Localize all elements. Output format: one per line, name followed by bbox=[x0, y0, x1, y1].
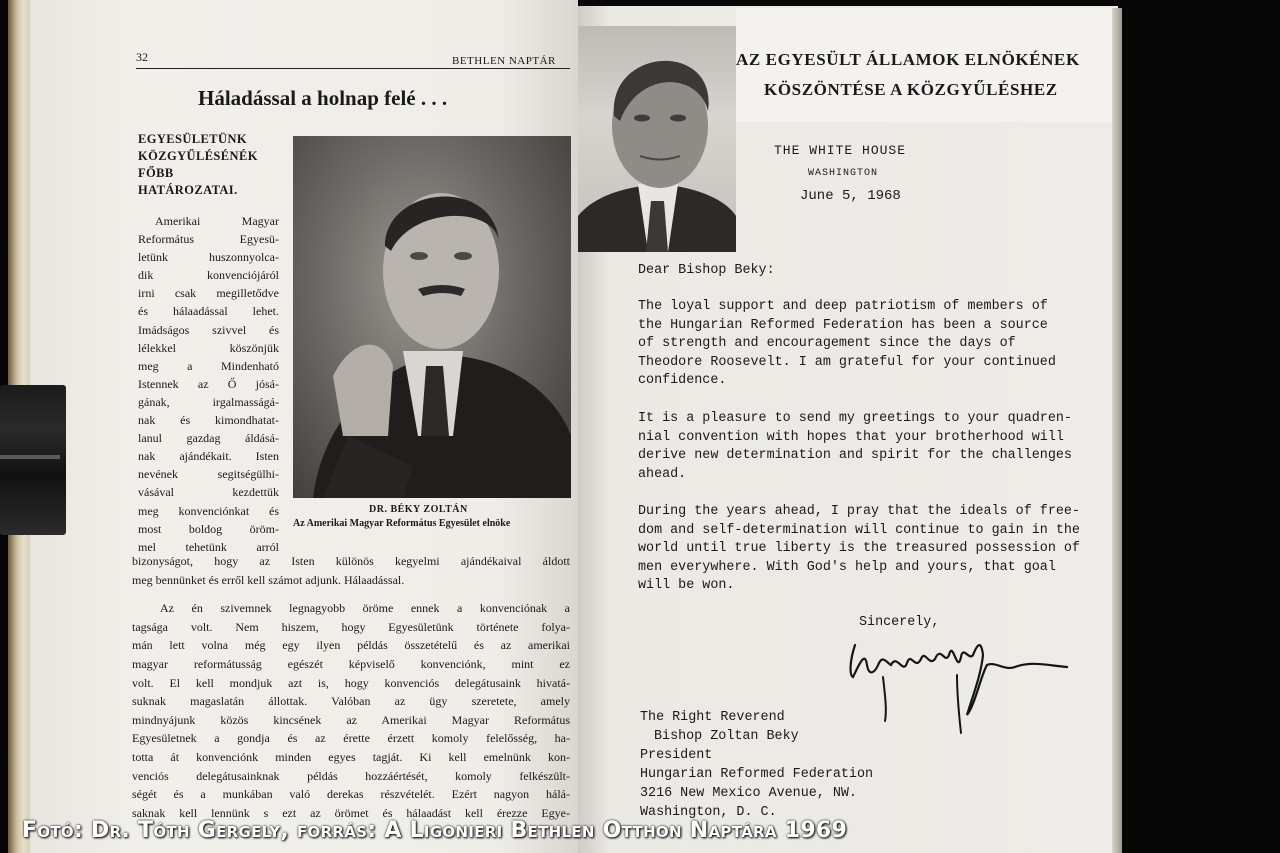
text-line: the Hungarian Reformed Federation has been a source bbox=[638, 317, 1048, 333]
greeting-title-line: AZ EGYESÜLT ÁLLAMOK ELNÖKÉNEK bbox=[736, 50, 1080, 69]
address-line: Hungarian Reformed Federation bbox=[640, 767, 874, 782]
portrait-illustration bbox=[293, 136, 571, 498]
text-line: irni csak megilletődve bbox=[138, 286, 279, 301]
letter-paragraph-2 bbox=[638, 410, 1098, 484]
text-line: bizonyságot, hogy az Isten különös kegyelmi ajándékaival áldott bbox=[132, 554, 570, 568]
header-rule bbox=[136, 68, 570, 69]
running-head: BETHLEN NAPTÁR bbox=[452, 55, 556, 67]
text-line: vásával kezdettük bbox=[138, 485, 279, 500]
text-line: Amerikai Magyar bbox=[155, 214, 279, 228]
full-width-text bbox=[132, 552, 570, 822]
section-heading-line: KÖZGYŰLÉSÉNÉK bbox=[138, 149, 258, 163]
text-line: derive new determination and spirit for the challenges bbox=[638, 448, 1072, 464]
text-line: mel tehetünk arról bbox=[138, 539, 279, 554]
text-line: dom and self-determination will continue to gain in the bbox=[638, 522, 1080, 538]
letter-salutation bbox=[638, 262, 1098, 281]
section-heading bbox=[138, 131, 288, 199]
greeting-title-line: KÖSZÖNTÉSE A KÖZGYŰLÉSHEZ bbox=[764, 80, 1058, 99]
text-line: confidence. bbox=[638, 373, 727, 389]
text-line: saknak kell lennünk s ezt az örömet és hálaadást kell érezze Egye- bbox=[132, 805, 570, 820]
section-heading-line: FŐBB bbox=[138, 166, 174, 180]
text-line: meg konvenciónkat és bbox=[138, 503, 279, 518]
text-line: men everywhere. With God's help and yours, that goal bbox=[638, 559, 1056, 575]
text-line: During the years ahead, I pray that the ideals of free- bbox=[638, 504, 1080, 519]
page-number: 32 bbox=[136, 50, 148, 64]
letterhead: THE WHITE HOUSE bbox=[774, 143, 907, 158]
text-line: tagsága volt. Nem hiszem, hogy Egyesületünk története folya- bbox=[132, 619, 570, 634]
text-line: most boldog öröm- bbox=[138, 521, 279, 536]
letter-paragraph-1 bbox=[638, 298, 1098, 391]
address-line: Bishop Zoltan Beky bbox=[654, 729, 799, 744]
text-line: world until true liberty is the treasured possession of bbox=[638, 541, 1080, 557]
text-line: venciós delegátusainknak példás hozzáértését, komoly felkészült- bbox=[132, 768, 570, 783]
text-line: Az én szivemnek legnagyobb öröme ennek a konvenciónak a bbox=[160, 601, 570, 616]
text-line: letünk huszonnyolca- bbox=[138, 250, 279, 265]
salutation-text: Dear Bishop Beky: bbox=[638, 263, 775, 278]
letter-paragraph-3 bbox=[638, 503, 1098, 596]
photo-caption-name: DR. BÉKY ZOLTÁN bbox=[369, 504, 468, 515]
binder-clip bbox=[0, 385, 66, 535]
text-line: lanul gazdag áldásá- bbox=[138, 431, 279, 446]
text-line: ahead. bbox=[638, 466, 687, 482]
address-line: 3216 New Mexico Avenue, NW. bbox=[640, 786, 857, 801]
text-line: The loyal support and deep patriotism of members of bbox=[638, 299, 1048, 314]
portrait-photo-president bbox=[578, 26, 736, 252]
section-heading-line: EGYESÜLETÜNK bbox=[138, 132, 247, 146]
text-line: nak és kimondhatat- bbox=[138, 413, 279, 428]
text-line: meg bennünket és erről kell számot adjunk. Hálaadással. bbox=[132, 572, 405, 587]
text-line: volt. El kell mondjuk azt is, hogy konvenciós delegátusaink hivatá- bbox=[132, 675, 570, 690]
text-line: mindnyájunk közös kincsének az Amerikai Magyar Református bbox=[132, 712, 570, 727]
letterhead-city: WASHINGTON bbox=[808, 168, 879, 179]
address-line: The Right Reverend bbox=[640, 710, 785, 725]
text-line: totta át konvenciónk minden egyes tagját. Ki kell emelnünk kon- bbox=[132, 749, 570, 764]
text-line: Református Egyesü- bbox=[138, 232, 279, 247]
text-line: meg a Mindenható bbox=[138, 358, 279, 373]
text-line: nial convention with hopes that your brotherhood will bbox=[638, 429, 1064, 445]
text-line: ségét és a munkában való derekas részvételét. Ezért nagyon hálá- bbox=[132, 787, 570, 802]
text-line: Theodore Roosevelt. I am grateful for your continued bbox=[638, 354, 1056, 370]
text-line: It is a pleasure to send my greetings to your quadren- bbox=[638, 411, 1072, 426]
text-line: of strength and encouragement since the days of bbox=[638, 336, 1016, 352]
letter-date: June 5, 1968 bbox=[800, 188, 901, 204]
photo-caption-role: Az Amerikai Magyar Református Egyesület elnöke bbox=[293, 518, 511, 529]
text-line: magyar reformátusság egészét képviselő konvenciónk, mint ez bbox=[132, 656, 570, 671]
address-line: President bbox=[640, 748, 713, 763]
text-line: nak ajándékait. Isten bbox=[138, 449, 279, 464]
section-heading-line: HATÁROZATAI. bbox=[138, 183, 238, 197]
text-line: és hálaadással lehet. bbox=[138, 304, 279, 319]
president-portrait-illustration bbox=[578, 26, 736, 252]
text-line: Egyesületnek a gondja és az érette érzett komoly felelősség, ha- bbox=[132, 731, 570, 746]
column-text bbox=[138, 212, 279, 556]
text-line: will be won. bbox=[638, 578, 735, 594]
text-line: gának, irgalmasságá- bbox=[138, 394, 279, 409]
article-title: Háladással a holnap felé . . . bbox=[198, 86, 448, 110]
text-line: dik konvenciójáról bbox=[138, 268, 279, 283]
text-line: nevének segitségülhi- bbox=[138, 467, 279, 482]
right-page-edge bbox=[1112, 8, 1122, 853]
letter-closing: Sincerely, bbox=[859, 615, 940, 630]
handwritten-signature bbox=[845, 615, 1075, 745]
text-line: mán lett volna még egy ilyen példás összetételű és az amerikai bbox=[132, 638, 570, 653]
text-line: Imádságos szivvel és bbox=[138, 322, 279, 337]
photo-credit-overlay: Fotó: Dr. Tóth Gergely, forrás: A Ligonieri Bethlen Otthon Naptára 1969 bbox=[22, 818, 848, 843]
text-line: suknak magaslatán állottak. Valóban az ügy szeretete, amely bbox=[132, 694, 570, 709]
recipient-address bbox=[640, 708, 873, 822]
text-line: lélekkel köszönjük bbox=[138, 340, 279, 355]
portrait-photo-beky bbox=[293, 136, 571, 498]
text-line: Istennek az Ő jósá- bbox=[138, 376, 279, 391]
address-line: Washington, D. C. bbox=[640, 805, 777, 820]
